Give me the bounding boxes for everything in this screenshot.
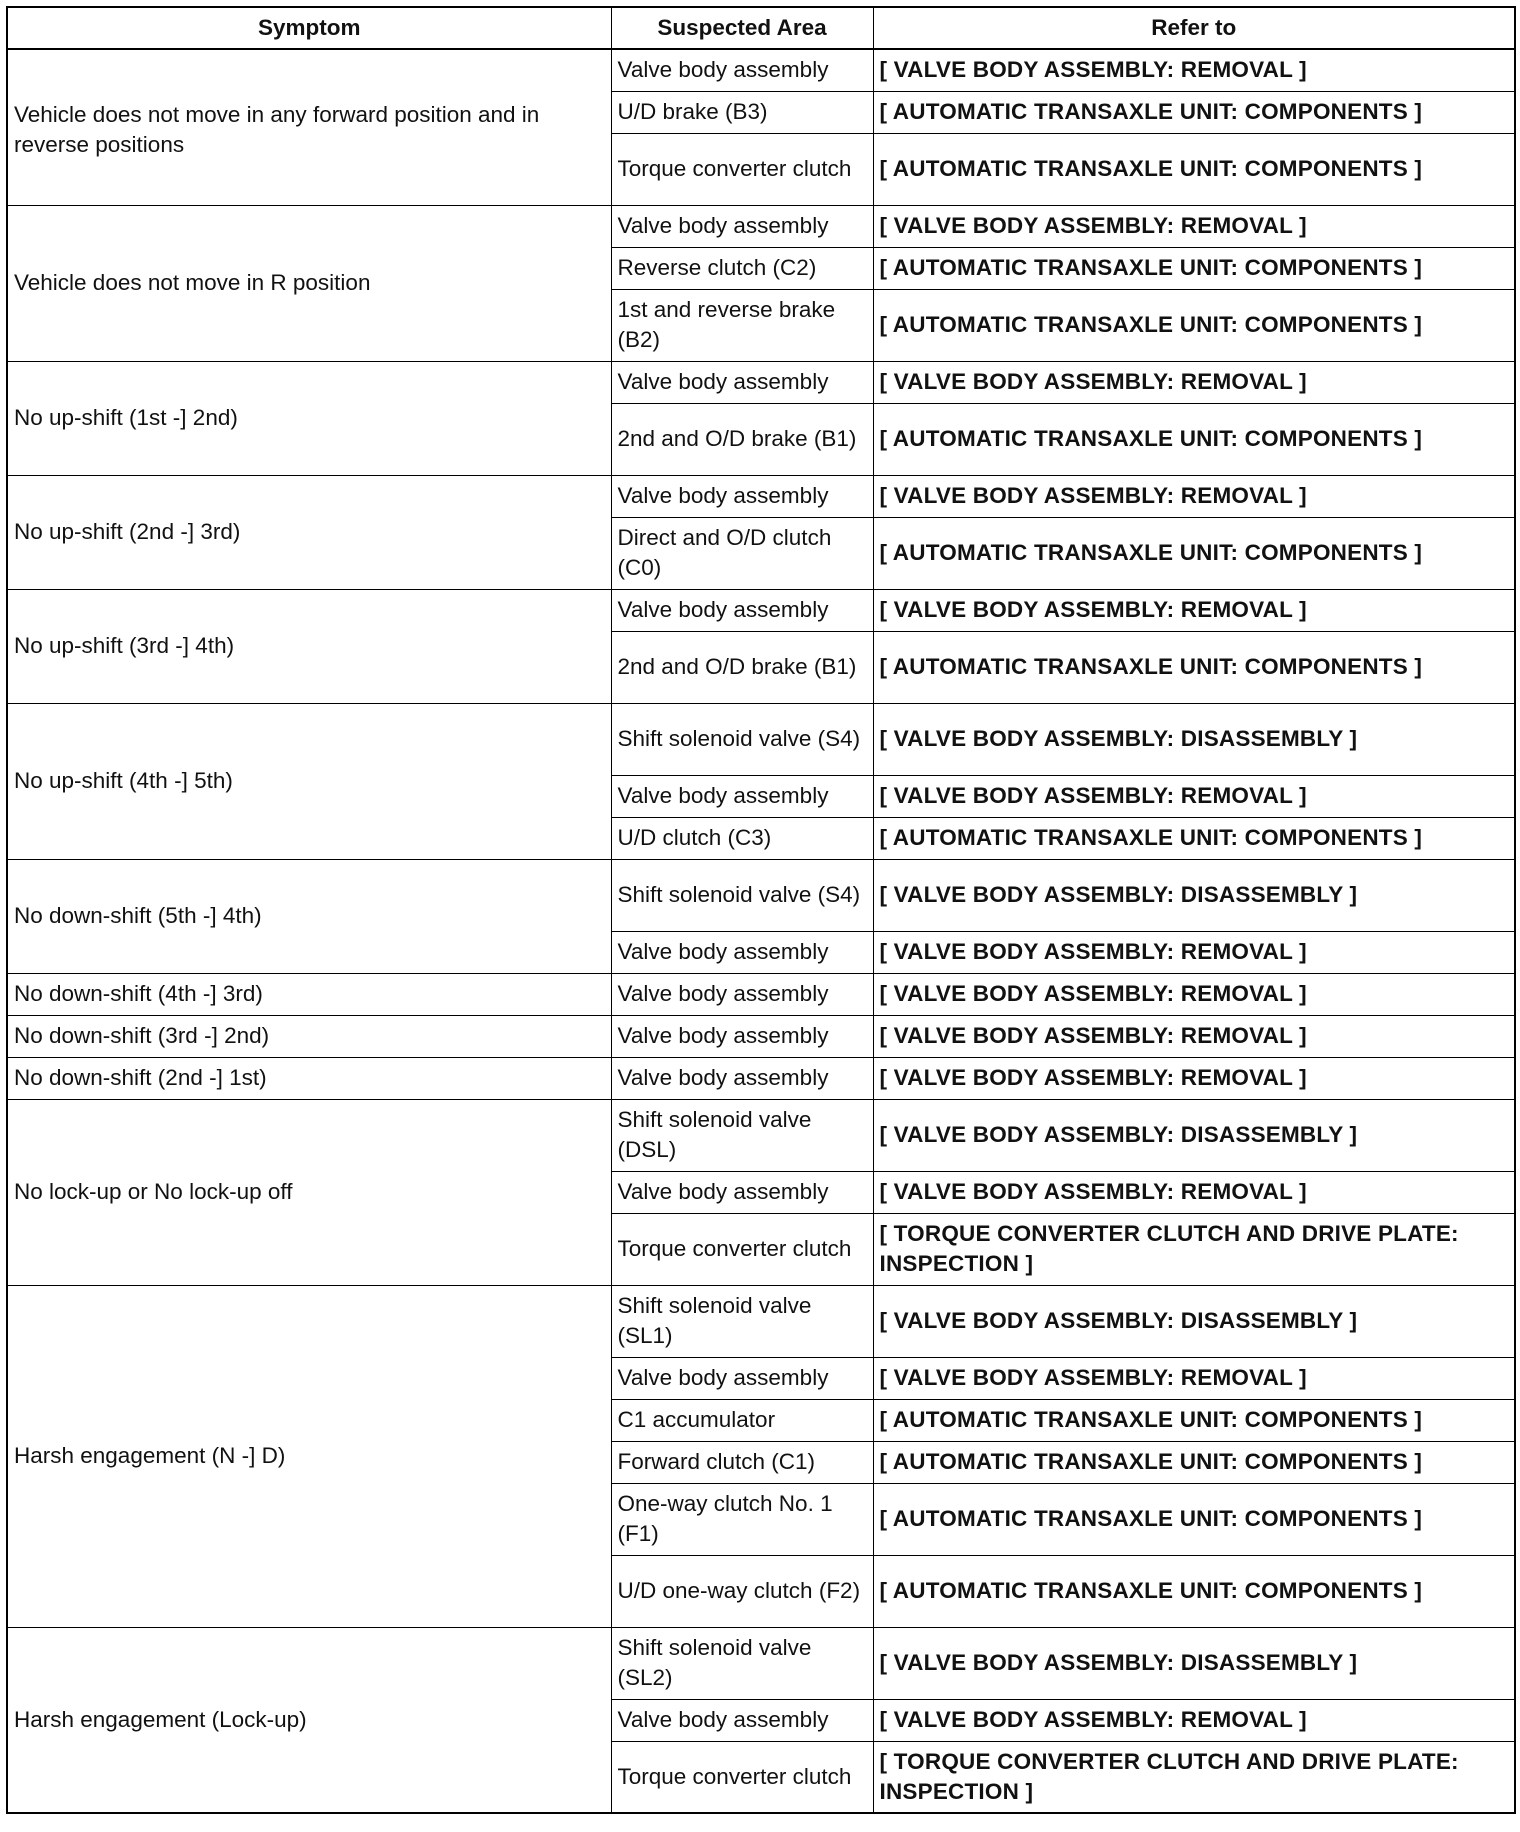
refer-to-cell: [ VALVE BODY ASSEMBLY: REMOVAL ] (873, 49, 1515, 91)
refer-to-cell: [ VALVE BODY ASSEMBLY: REMOVAL ] (873, 1357, 1515, 1399)
symptom-cell: No lock-up or No lock-up off (7, 1099, 611, 1285)
suspected-area-cell: Shift solenoid valve (SL1) (611, 1285, 873, 1357)
suspected-area-cell: Forward clutch (C1) (611, 1441, 873, 1483)
refer-to-cell: [ AUTOMATIC TRANSAXLE UNIT: COMPONENTS ] (873, 1441, 1515, 1483)
refer-to-cell: [ AUTOMATIC TRANSAXLE UNIT: COMPONENTS ] (873, 817, 1515, 859)
suspected-area-cell: Valve body assembly (611, 475, 873, 517)
refer-to-cell: [ AUTOMATIC TRANSAXLE UNIT: COMPONENTS ] (873, 517, 1515, 589)
refer-to-cell: [ VALVE BODY ASSEMBLY: DISASSEMBLY ] (873, 1099, 1515, 1171)
suspected-area-cell: Shift solenoid valve (S4) (611, 859, 873, 931)
suspected-area-cell: Valve body assembly (611, 1699, 873, 1741)
table-row (7, 1099, 1515, 1171)
suspected-area-cell: Torque converter clutch (611, 1213, 873, 1285)
refer-to-cell: [ VALVE BODY ASSEMBLY: REMOVAL ] (873, 1057, 1515, 1099)
suspected-area-cell: Valve body assembly (611, 361, 873, 403)
refer-to-cell: [ VALVE BODY ASSEMBLY: DISASSEMBLY ] (873, 859, 1515, 931)
refer-to-cell: [ VALVE BODY ASSEMBLY: REMOVAL ] (873, 1171, 1515, 1213)
suspected-area-cell: Valve body assembly (611, 1015, 873, 1057)
suspected-area-cell: One-way clutch No. 1 (F1) (611, 1483, 873, 1555)
symptom-cell: No up-shift (2nd -] 3rd) (7, 475, 611, 589)
table-row (7, 1057, 1515, 1099)
suspected-area-cell: 1st and reverse brake (B2) (611, 289, 873, 361)
table-row (7, 1015, 1515, 1057)
suspected-area-cell: U/D one-way clutch (F2) (611, 1555, 873, 1627)
suspected-area-cell: Valve body assembly (611, 205, 873, 247)
refer-to-cell: [ AUTOMATIC TRANSAXLE UNIT: COMPONENTS ] (873, 133, 1515, 205)
refer-to-cell: [ AUTOMATIC TRANSAXLE UNIT: COMPONENTS ] (873, 289, 1515, 361)
table-row (7, 1285, 1515, 1357)
table-row (7, 703, 1515, 775)
refer-to-cell: [ AUTOMATIC TRANSAXLE UNIT: COMPONENTS ] (873, 1399, 1515, 1441)
header-symptom: Symptom (7, 7, 611, 49)
suspected-area-cell: Shift solenoid valve (SL2) (611, 1627, 873, 1699)
suspected-area-cell: Valve body assembly (611, 973, 873, 1015)
suspected-area-cell: Valve body assembly (611, 1171, 873, 1213)
refer-to-cell: [ AUTOMATIC TRANSAXLE UNIT: COMPONENTS ] (873, 1555, 1515, 1627)
refer-to-cell: [ VALVE BODY ASSEMBLY: REMOVAL ] (873, 589, 1515, 631)
table-row (7, 361, 1515, 403)
suspected-area-cell: Valve body assembly (611, 931, 873, 973)
suspected-area-cell: Valve body assembly (611, 1357, 873, 1399)
suspected-area-cell: U/D brake (B3) (611, 91, 873, 133)
symptom-cell: No up-shift (4th -] 5th) (7, 703, 611, 859)
table-row (7, 859, 1515, 931)
symptom-cell: No down-shift (3rd -] 2nd) (7, 1015, 611, 1057)
refer-to-cell: [ VALVE BODY ASSEMBLY: REMOVAL ] (873, 205, 1515, 247)
symptom-table (6, 6, 1516, 1814)
suspected-area-cell: Torque converter clutch (611, 133, 873, 205)
suspected-area-cell: Shift solenoid valve (S4) (611, 703, 873, 775)
suspected-area-cell: Valve body assembly (611, 1057, 873, 1099)
suspected-area-cell: Reverse clutch (C2) (611, 247, 873, 289)
suspected-area-cell: U/D clutch (C3) (611, 817, 873, 859)
refer-to-cell: [ AUTOMATIC TRANSAXLE UNIT: COMPONENTS ] (873, 631, 1515, 703)
header-suspected-area: Suspected Area (611, 7, 873, 49)
refer-to-cell: [ VALVE BODY ASSEMBLY: REMOVAL ] (873, 1015, 1515, 1057)
refer-to-cell: [ TORQUE CONVERTER CLUTCH AND DRIVE PLATE: INSPECTION ] (873, 1741, 1515, 1813)
refer-to-cell: [ VALVE BODY ASSEMBLY: REMOVAL ] (873, 361, 1515, 403)
suspected-area-cell: Torque converter clutch (611, 1741, 873, 1813)
refer-to-cell: [ VALVE BODY ASSEMBLY: REMOVAL ] (873, 931, 1515, 973)
table-row (7, 1627, 1515, 1699)
refer-to-cell: [ VALVE BODY ASSEMBLY: REMOVAL ] (873, 1699, 1515, 1741)
suspected-area-cell: Direct and O/D clutch (C0) (611, 517, 873, 589)
suspected-area-cell: C1 accumulator (611, 1399, 873, 1441)
header-row (7, 7, 1515, 49)
header-refer-to: Refer to (873, 7, 1515, 49)
suspected-area-cell: Valve body assembly (611, 589, 873, 631)
symptom-cell: Harsh engagement (N -] D) (7, 1285, 611, 1627)
suspected-area-cell: Shift solenoid valve (DSL) (611, 1099, 873, 1171)
table-row (7, 589, 1515, 631)
symptom-cell: No up-shift (3rd -] 4th) (7, 589, 611, 703)
refer-to-cell: [ VALVE BODY ASSEMBLY: DISASSEMBLY ] (873, 703, 1515, 775)
symptom-cell: Vehicle does not move in R position (7, 205, 611, 361)
table-row (7, 205, 1515, 247)
table-row (7, 475, 1515, 517)
suspected-area-cell: Valve body assembly (611, 49, 873, 91)
refer-to-cell: [ VALVE BODY ASSEMBLY: REMOVAL ] (873, 475, 1515, 517)
refer-to-cell: [ AUTOMATIC TRANSAXLE UNIT: COMPONENTS ] (873, 1483, 1515, 1555)
refer-to-cell: [ AUTOMATIC TRANSAXLE UNIT: COMPONENTS ] (873, 91, 1515, 133)
suspected-area-cell: 2nd and O/D brake (B1) (611, 631, 873, 703)
symptom-cell: Harsh engagement (Lock-up) (7, 1627, 611, 1813)
refer-to-cell: [ VALVE BODY ASSEMBLY: REMOVAL ] (873, 775, 1515, 817)
suspected-area-cell: Valve body assembly (611, 775, 873, 817)
symptom-cell: No up-shift (1st -] 2nd) (7, 361, 611, 475)
refer-to-cell: [ AUTOMATIC TRANSAXLE UNIT: COMPONENTS ] (873, 247, 1515, 289)
symptom-cell: No down-shift (2nd -] 1st) (7, 1057, 611, 1099)
refer-to-cell: [ TORQUE CONVERTER CLUTCH AND DRIVE PLATE: INSPECTION ] (873, 1213, 1515, 1285)
refer-to-cell: [ VALVE BODY ASSEMBLY: REMOVAL ] (873, 973, 1515, 1015)
suspected-area-cell: 2nd and O/D brake (B1) (611, 403, 873, 475)
symptom-cell: No down-shift (4th -] 3rd) (7, 973, 611, 1015)
refer-to-cell: [ VALVE BODY ASSEMBLY: DISASSEMBLY ] (873, 1627, 1515, 1699)
symptom-cell: Vehicle does not move in any forward position and in reverse positions (7, 49, 611, 205)
table-row (7, 973, 1515, 1015)
refer-to-cell: [ VALVE BODY ASSEMBLY: DISASSEMBLY ] (873, 1285, 1515, 1357)
refer-to-cell: [ AUTOMATIC TRANSAXLE UNIT: COMPONENTS ] (873, 403, 1515, 475)
symptom-cell: No down-shift (5th -] 4th) (7, 859, 611, 973)
table-row (7, 49, 1515, 91)
